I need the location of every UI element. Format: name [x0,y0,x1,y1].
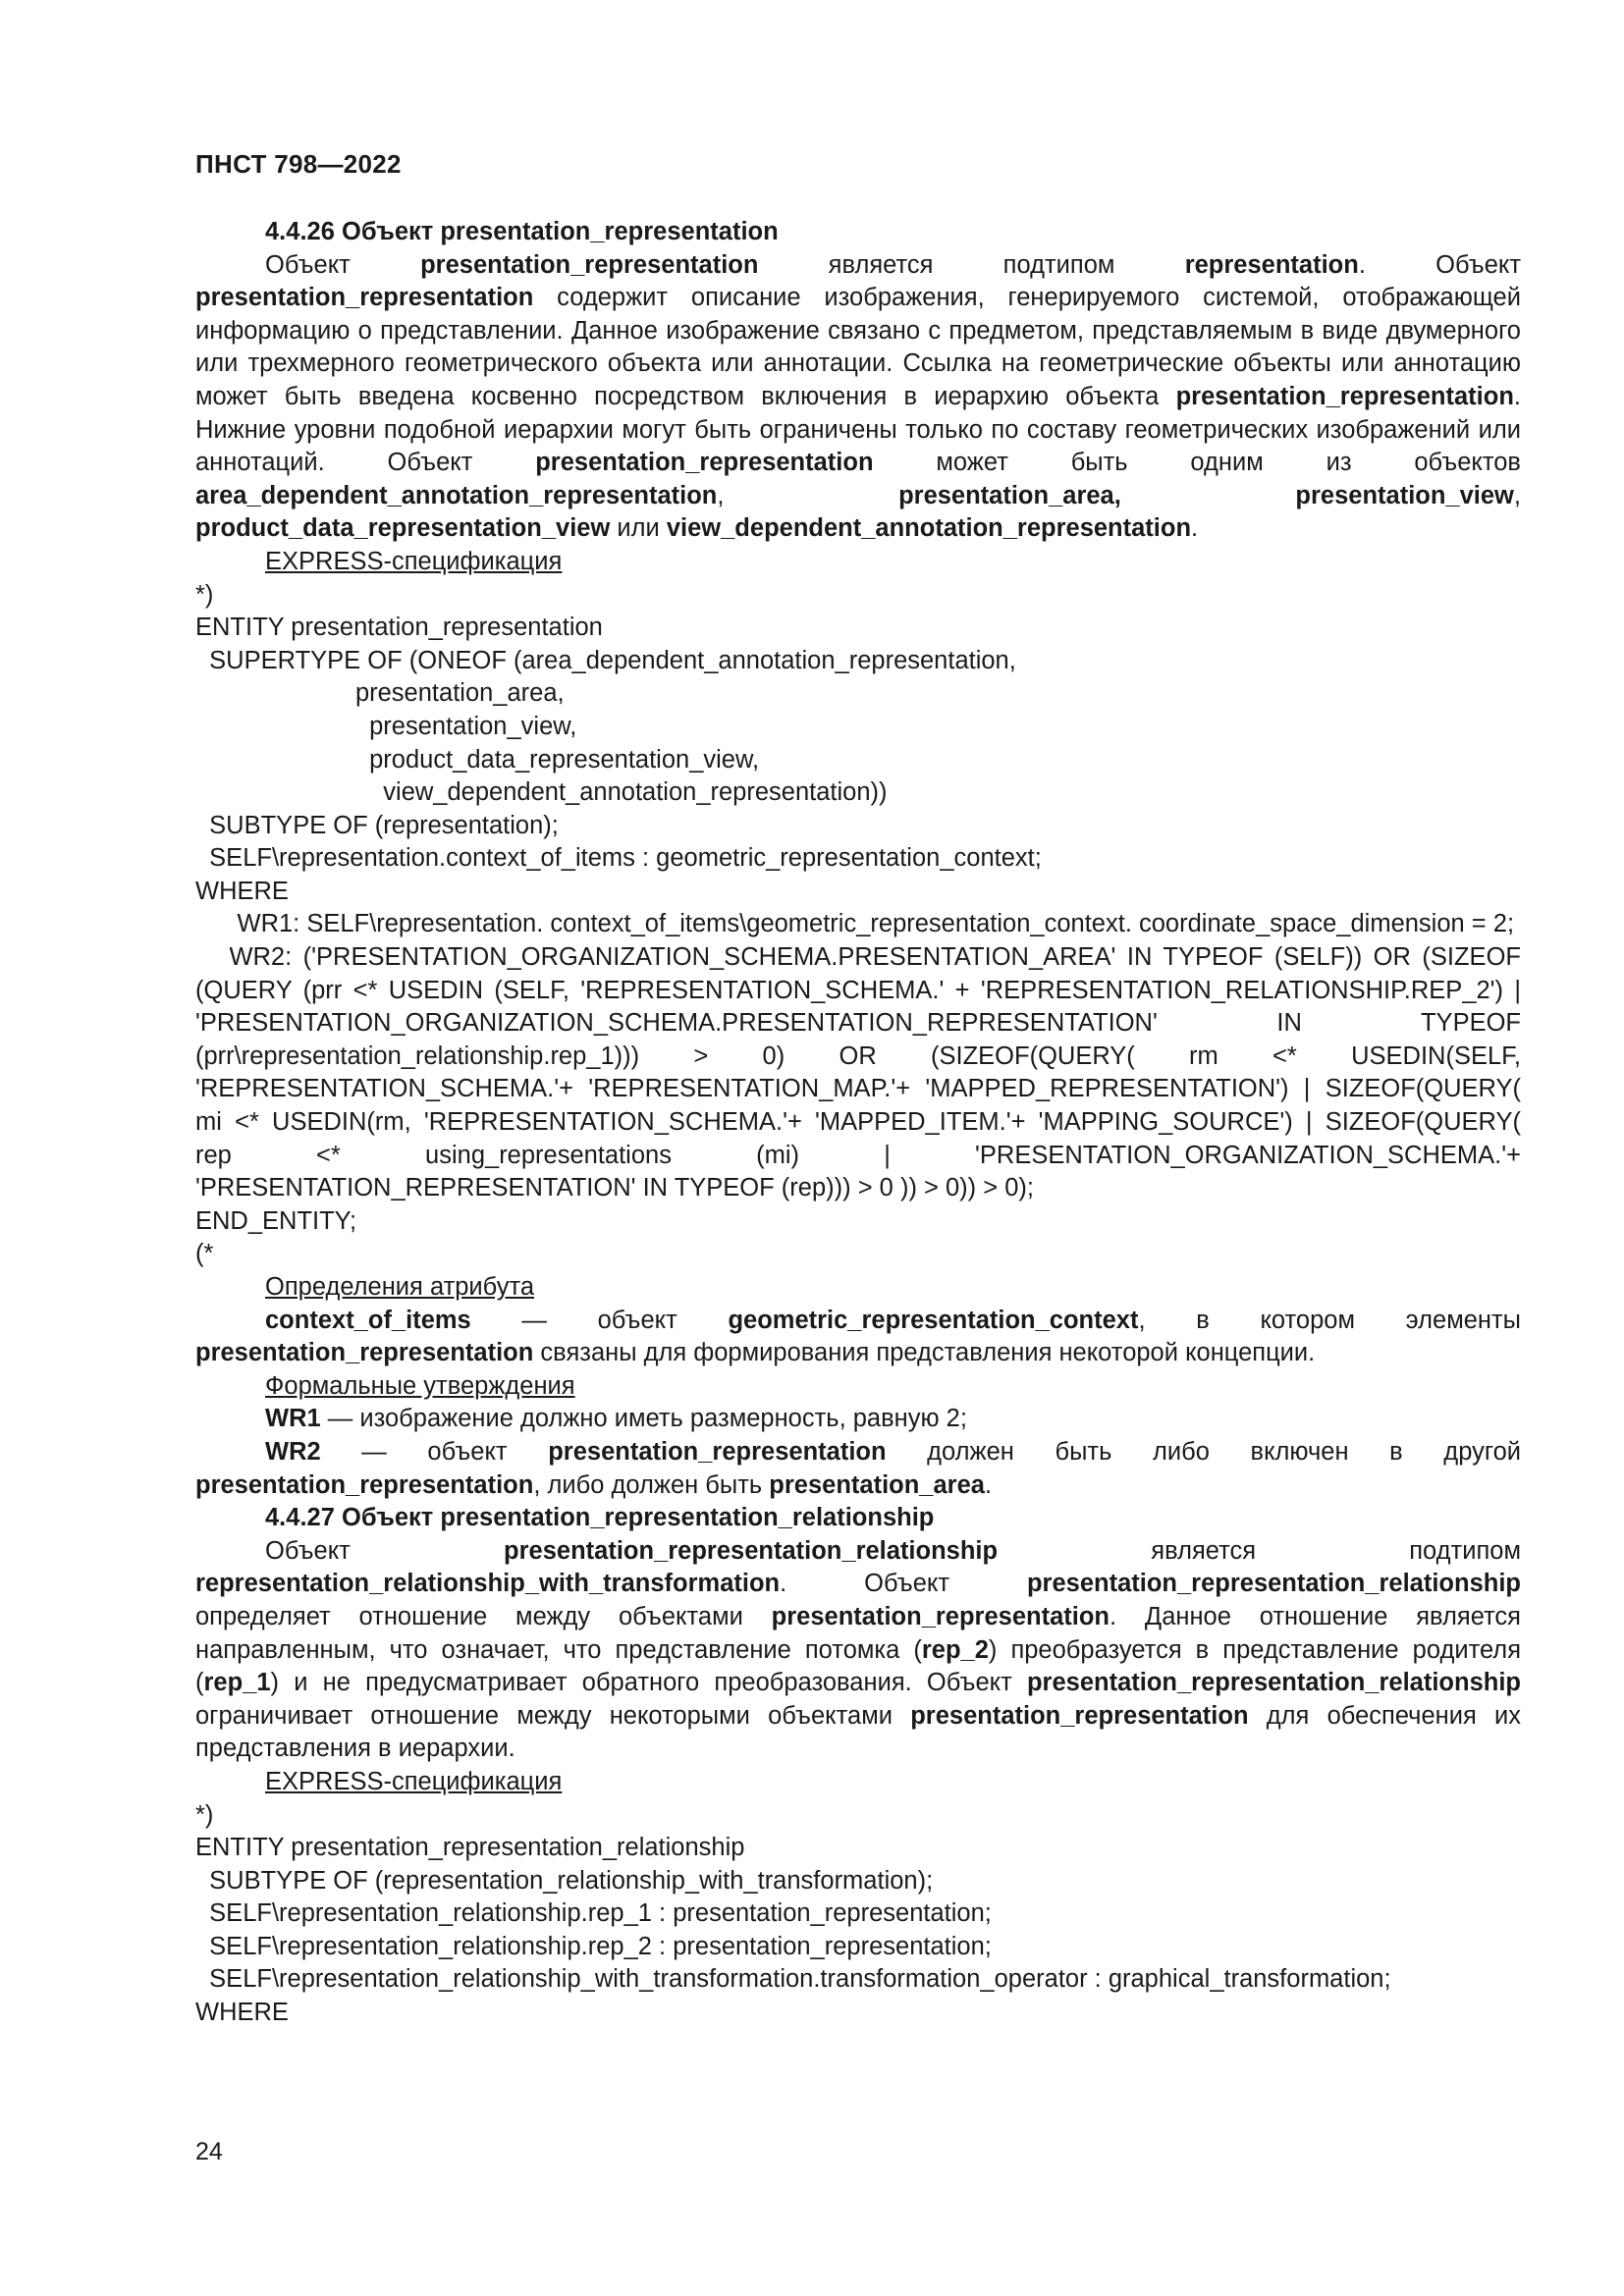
section-heading-4-4-27: 4.4.27 Объект presentation_representation_relationship [265,1504,935,1532]
express-code-block [195,579,1521,909]
section-paragraph-4-4-26: Объект presentation_representation является подтипом representation. Объект presentation_representation содержит описание изображения, генерируемого системой, отображающей информацию о представлении. Данное изображение связано с предметом, представляемым в виде двумерного или трехмерного геометрического объекта или аннотации. Ссылка на геометрические объекты или аннотацию может быть введена косвенно посредством включения в иерархию объекта presentation_representation. Нижние уровни подобной иерархии могут быть ограничены только по составу геометрических изображений или аннотаций. Объект presentation_representation может быть одним из объектов area_dependent_annotation_representation, presentation_area, presentation_view, product_data_representation_view или view_dependent_annotation_representation. [195,250,1521,543]
code-line: WHERE [195,1999,289,2027]
code-line: SELF\representation_relationship.rep_1 : presentation_representation; [195,1899,992,1928]
document-page [195,147,1529,2030]
document-header: ПНСТ 798—2022 [195,149,402,179]
express-code-end [195,1205,1521,1271]
formal-wr1: WR1 — изображение должно иметь размерность, равную 2; [265,1405,967,1433]
code-line: ENTITY presentation_representation_relationship [195,1834,745,1862]
code-line: (* [195,1240,214,1268]
code-line: SUBTYPE OF (representation); [195,811,559,839]
where-rule-wr1: WR1: SELF\representation. context_of_items\geometric_representation_context. coordinate_space_dimension = 2; [195,910,1515,938]
code-line: SELF\representation_relationship_with_transformation.transformation_operator : graphical_transformation; [195,1965,1391,1994]
code-line: SELF\representation.context_of_items : geometric_representation_context; [195,844,1042,873]
express-spec-label: EXPRESS-спецификация [265,547,563,575]
attr-definition-context-of-items: context_of_items — объект geometric_representation_context, в котором элементы presentation_representation связаны для формирования представления некоторой концепции. [195,1306,1521,1367]
code-line: *) [195,580,214,609]
code-line: SELF\representation_relationship.rep_2 : presentation_representation; [195,1932,992,1960]
code-line: presentation_area, [195,679,565,708]
code-line: view_dependent_annotation_representation)) [195,778,888,807]
code-line: ENTITY presentation_representation [195,614,603,642]
express-code-block-2 [195,1799,1521,2030]
page-number: 24 [195,2138,223,2165]
express-spec-label-2: EXPRESS-спецификация [265,1767,563,1795]
formal-wr2: WR2 — объект presentation_representation должен быть либо включен в другой presentation_representation, либо должен быть presentation_area. [195,1437,1522,1499]
code-line: WHERE [195,877,289,905]
code-line: presentation_view, [195,712,577,740]
formal-propositions-label: Формальные утверждения [265,1371,575,1400]
attr-definitions-label: Определения атрибута [265,1273,535,1301]
section-paragraph-4-4-27: Объект presentation_representation_relationship является подтипом representation_relationship_with_transformation. Объект presentation_representation_relationship определяет отношение между объектами presentation_representation. Данное отношение является направленным, что означает, что представление потомка (rep_2) преобразуется в представление родителя (rep_1) и не предусматривает обратного преобразования. Объект presentation_representation_relationship ограничивает отношение между некоторыми объектами presentation_representation для обеспечения их представления в иерархии. [195,1536,1522,1763]
where-rule-wr2: WR2: ('PRESENTATION_ORGANIZATION_SCHEMA.PRESENTATION_AREA' IN TYPEOF (SELF)) OR (SIZEOF (QUERY (prr <* USEDIN (SELF, 'REPRESENTATION_SCHEMA.' + 'REPRESENTATION_RELATIONSHIP.REP_2') | 'PRESENTATION_ORGANIZATION_SCHEMA.PRESENTATION_REPRESENTATION' IN TYPEOF (prr\representation_relationship.rep_1))) > 0) OR (SIZEOF(QUERY( rm <* USEDIN(SELF, 'REPRESENTATION_SCHEMA.'+ 'REPRESENTATION_MAP.'+ 'MAPPED_REPRESENTATION') | SIZEOF(QUERY( mi <* USEDIN(rm, 'REPRESENTATION_SCHEMA.'+ 'MAPPED_ITEM.'+ 'MAPPING_SOURCE') | SIZEOF(QUERY( rep <* using_representations (mi) | 'PRESENTATION_ORGANIZATION_SCHEMA.'+ 'PRESENTATION_REPRESENTATION' IN TYPEOF (rep))) > 0 )) > 0)) > 0); [195,943,1529,1202]
code-line: product_data_representation_view, [195,745,760,774]
code-line: SUPERTYPE OF (ONEOF (area_dependent_annotation_representation, [195,646,1016,674]
section-heading-4-4-26: 4.4.26 Объект presentation_representation [265,218,779,245]
code-line: END_ENTITY; [195,1206,357,1235]
code-line: SUBTYPE OF (representation_relationship_with_transformation); [195,1866,934,1895]
code-line: *) [195,1800,214,1829]
